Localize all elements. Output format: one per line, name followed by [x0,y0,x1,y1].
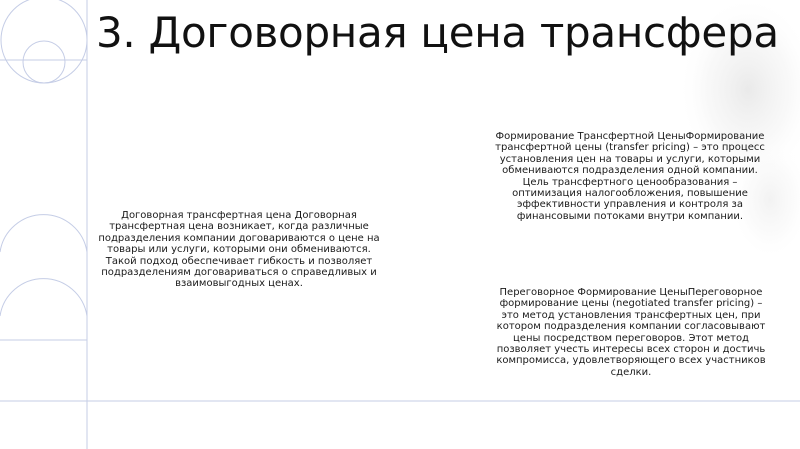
arch-upper [0,215,87,252]
right-bottom-text-block: Переговорное Формирование ЦеныПереговорное формирование цены (negotiated transfer pricing) – это метод установления трансфертных цен, при котором подразделения компании согласовывают цены посредством переговоров. Этот метод позволяет учесть интересы всех сторон и достичь компромисса, удовлетворяющего всех участников сделки. [496,287,766,378]
inner-circle [23,41,65,83]
arch-lower [0,279,87,316]
slide-title: 3. Договорная цена трансфера [96,8,779,57]
right-top-text-block: Формирование Трансфертной ЦеныФормирование трансфертной цены (transfer pricing) – это процесс установления цен на товары и услуги, которыми обмениваются подразделения одной компании. Цель трансфертного ценообразования – оптимизация налогообложения, повышение эффективности управления и контроля за финансовыми потоками внутри компании. [495,131,765,222]
left-text-block: Договорная трансфертная цена Договорная трансфертная цена возникает, когда различные подразделения компании договариваются о цене на товары или услуги, которыми они обмениваются. Такой подход обеспечивает гибкость и позволяет подразделениям договариваться о справедливых и взаимовыгодных ценах. [98,210,380,290]
